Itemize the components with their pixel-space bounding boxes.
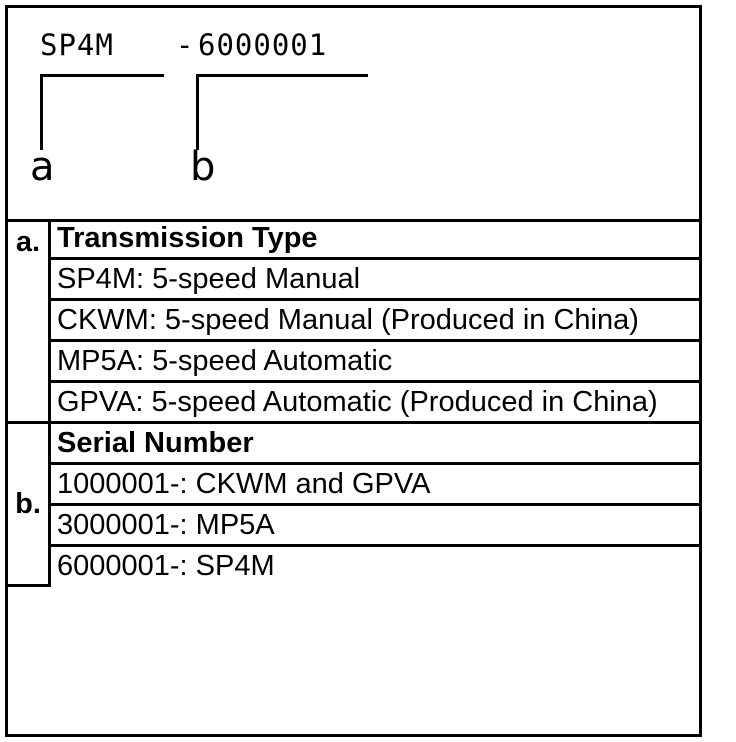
- table-row: [8, 464, 699, 505]
- table-row: [8, 382, 699, 423]
- table-row: [8, 300, 699, 341]
- code-prefix: SP4M: [40, 28, 114, 62]
- bracket-a-vertical: [40, 74, 43, 150]
- bracket-b-vertical: [196, 74, 199, 150]
- bracket-a-horizontal: [40, 74, 164, 77]
- code-diagram: [8, 8, 699, 222]
- bracket-b-horizontal: [196, 74, 368, 77]
- table-row: [8, 259, 699, 300]
- table-row: [8, 341, 699, 382]
- table-cell: CKWM: 5-speed Manual (Produced in China): [50, 300, 700, 341]
- table-cell: 6000001-: SP4M: [50, 546, 700, 586]
- callout-a: a: [30, 144, 55, 190]
- callout-b: b: [190, 144, 216, 190]
- table-cell: SP4M: 5-speed Manual: [50, 259, 700, 300]
- table-row: [8, 423, 699, 464]
- transmission-code-figure: [5, 5, 702, 737]
- table-row: [8, 546, 699, 586]
- code-serial: 6000001: [198, 28, 328, 62]
- table-cell: 1000001-: CKWM and GPVA: [50, 464, 700, 505]
- code-dash: -: [176, 28, 195, 62]
- section-key-b: b.: [8, 423, 50, 586]
- table-cell: GPVA: 5-speed Automatic (Produced in China): [50, 382, 700, 423]
- table-row: [8, 219, 699, 259]
- table-row: [8, 505, 699, 546]
- section-header-b: Serial Number: [50, 423, 700, 464]
- section-header-a: Transmission Type: [50, 219, 700, 259]
- table-cell: 3000001-: MP5A: [50, 505, 700, 546]
- table-cell: MP5A: 5-speed Automatic: [50, 341, 700, 382]
- section-key-a: a.: [8, 219, 50, 423]
- legend-table: [8, 219, 699, 587]
